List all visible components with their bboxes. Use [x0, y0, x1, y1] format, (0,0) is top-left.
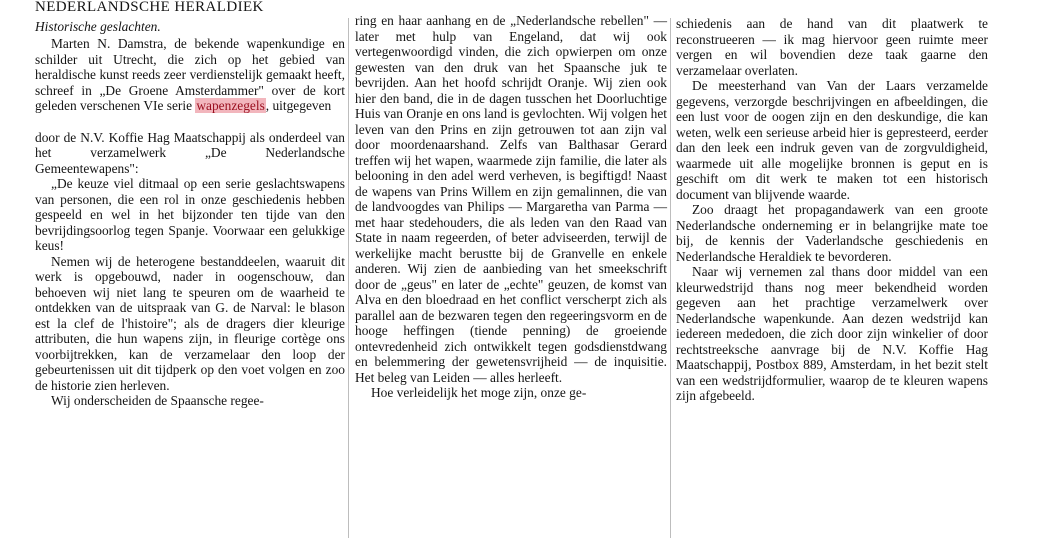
paragraph-publisher: door de N.V. Koffie Hag Maatschappij als onderdeel van het verzamelwerk „De Nederlandsche Gemeentewapens":	[35, 129, 345, 176]
paragraph-continuation: Wij onderscheiden de Spaansche regee-	[51, 393, 264, 408]
highlighted-term: wapenzegels	[196, 98, 265, 113]
paragraph-history: ring en haar aanhang en de „Nederlandsche rebellen" — later met hulp van Engeland, dat wij ook vertegenwoordigd vinden, die zich opwierpen om onze gewesten van den druk van het Spaansche juk te bevrijden. Aan het hoofd schrijdt Oranje. Wij zien ook hier den band, die in de dagen tusschen het Doorluchtige Huis van Oranje en ons land is gevlochten. Wij volgen het leven van den Prins en zijn getrouwen tot aan zijn val door moordenaarshand. Zelfs van Balthasar Gerard treffen wij het wapen, waarmede zijn familie, die later als belooning in den adel werd verheven, is begiftigd! Naast de wapens van Prins Willem en zijn gemalinnen, die van de landvoogdes van Philips — Margaretha van Parma — met haar stedehouders, die als leden van den Raad van State in naam regeerden, of beter adviseerden, terwijl de werkelijke macht berustte bij de Granvelle en enkele anderen. Wij zien de aanbieding van het smeekschrift door de „geus" en later de „echte" geuzen, de komst van Alva en den bloedraad en het conflict verscherpt zich als parallel aan de bezwaren tegen den regeeringsvorm en de hooge heffingen (tiende penning) de groeiende ontevredenheid zich ontwikkelt tegen godsdienstdwang en belemmering der gewetensvrijheid — de inquisitie. Het beleg van Leiden — alles herleeft.	[355, 13, 667, 385]
article-column-1	[35, 0, 345, 409]
paragraph-quote-choice: „De keuze viel ditmaal op een serie geslachtswapens van personen, die een rol in onze geschiedenis hebben gespeeld en wel in het bijzonder ten tijde van den bevrijdingsoorlog tegen Spanje. Voorwaar een gelukkige keus!	[35, 176, 345, 253]
paragraph-intro	[35, 36, 345, 114]
paragraph-temptation: Hoe verleidelijk het moge zijn, onze ge-	[371, 385, 587, 400]
column-divider	[670, 18, 671, 538]
article-column-3	[676, 16, 988, 404]
article-column-2	[355, 13, 667, 401]
paragraph-intro-text: Marten N. Damstra, de bekende wapenkundige en schilder uit Utrecht, die zich op het gebied van heraldische kunst reeds zeer verdienstelijk gemaakt heeft, schreef in „De Groene Amsterdammer" over de kort geleden verschenen VIe serie	[35, 36, 345, 113]
paragraph-intro-end: , uitgegeven	[265, 98, 332, 113]
paragraph-contest: Naar wij vernemen zal thans door middel van een kleurwedstrijd thans nog meer bekendheid worden gegeven aan het prachtige verzamelwerk over Nederlandsche wapenkunde. Aan dezen wedstrijd kan iedereen mededoen, die zich door zijn winkelier of door rechtstreeksche aanvrage bij de N.V. Koffie Hag Maatschappij, Postbox 889, Amsterdam, in het bezit stelt van een wedstrijdformulier, waarop de te kleuren wapens zijn afgebeeld.	[676, 264, 988, 403]
article-subtitle: Historische geslachten.	[35, 18, 161, 34]
paragraph-propaganda: Zoo draagt het propagandawerk van een groote Nederlandsche onderneming er in belangrijke mate toe bij, de kennis der Vaderlandsche geschiedenis en Nederlandsche Heraldiek te bevorderen.	[676, 202, 988, 264]
article-title: NEDERLANDSCHE HERALDIEK	[35, 0, 264, 15]
paragraph-master-hand: De meesterhand van Van der Laars verzamelde gegevens, verzorgde beschrijvingen en afbeeldingen, die een lust voor de oogen zijn en den deskundige, die kan weten, welk een serieuse arbeid hier is gepresteerd, eerder dan den leek een indruk geven van de zorgvuldigheid, waarmede uit alle mogelijke bronnen is geput en is geschift om dit werk te maken tot een historisch document van blijvende waarde.	[676, 78, 988, 202]
column-divider	[348, 18, 349, 538]
paragraph-quote-components: Nemen wij de heterogene bestanddeelen, waaruit dit werk is opgebouwd, nader in oogenschouw, dan behoeven wij niet lang te speuren om de waarheid te ontdekken van de uitspraak van G. de Narval: le blason est la clef de l'histoire"; als de dragers dier kleurige attributen, die hun wapens zijn, in fleurige cortège ons voorbijtrekken, kan de verzamelaar den loop der gebeurtenissen uit dit tijdperk op den voet volgen en zoo de historie zien herleven.	[35, 253, 345, 393]
paragraph-reconstruct: schiedenis aan de hand van dit plaatwerk te reconstrueeren — ik mag hiervoor geen ruimte meer vergen en wil bovendien deze taak gaarne den verzamelaar overlaten.	[676, 16, 988, 78]
